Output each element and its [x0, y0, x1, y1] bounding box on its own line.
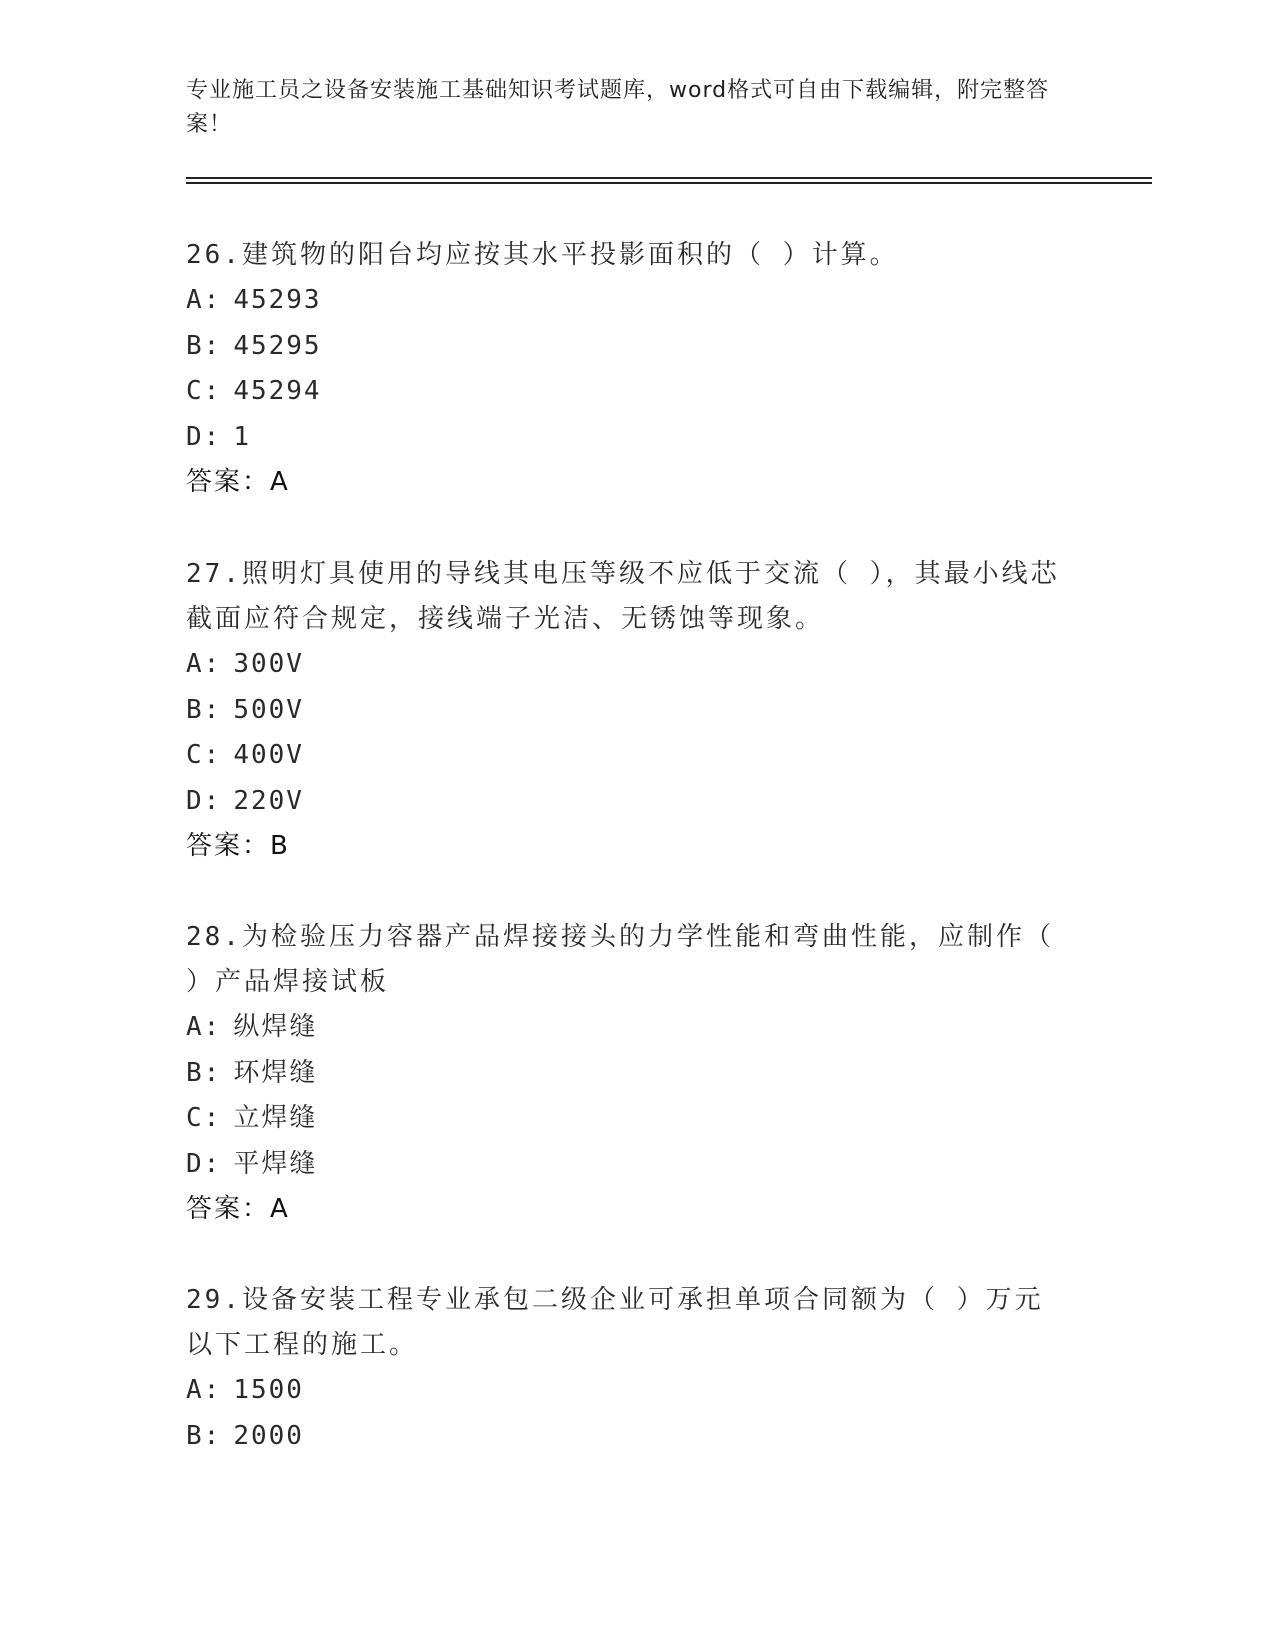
option-letter: C: [186, 1103, 204, 1133]
header-divider-bottom: [186, 182, 1152, 184]
option-d: [186, 1142, 1066, 1188]
question-29: [186, 1278, 1066, 1459]
option-a: [186, 642, 1066, 688]
option-b: [186, 688, 1066, 734]
question-text: 29.设备安装工程专业承包二级企业可承担单项合同额为（ ）万元以下工程的施工。: [186, 1285, 1044, 1360]
option-letter: B: [186, 1057, 204, 1088]
option-b: [186, 324, 1066, 370]
option-text: 400V: [233, 740, 304, 770]
option-c: [186, 1096, 1066, 1142]
option-letter: C: [186, 740, 204, 770]
option-letter: A: [186, 649, 204, 679]
question-26: [186, 233, 1066, 505]
option-letter: A: [186, 1375, 204, 1405]
question-text: 28.为检验压力容器产品焊接接头的力学性能和弯曲性能，应制作（ ）产品焊接试板: [186, 922, 1054, 997]
option-separator: :: [203, 1057, 222, 1088]
option-separator: :: [203, 649, 222, 679]
option-letter: D: [186, 785, 204, 816]
option-separator: :: [203, 694, 222, 725]
document-header: 专业施工员之设备安装施工基础知识考试题库，word格式可自由下载编辑，附完整答案！: [186, 78, 1050, 137]
option-a: [186, 278, 1066, 324]
option-a: [186, 1368, 1066, 1414]
question-text: 26.建筑物的阳台均应按其水平投影面积的（ ）计算。: [186, 240, 899, 270]
option-c: [186, 733, 1066, 779]
option-letter: B: [186, 1420, 204, 1451]
option-separator: :: [203, 1012, 222, 1042]
answer-label: 答案：B: [186, 831, 290, 861]
option-text: 纵焊缝: [233, 1012, 318, 1042]
answer-label: 答案：A: [186, 467, 290, 497]
option-d: [186, 779, 1066, 825]
option-text: 1500: [233, 1375, 304, 1405]
option-separator: :: [203, 1375, 222, 1405]
option-separator: :: [203, 1148, 222, 1179]
option-c: [186, 369, 1066, 415]
option-letter: B: [186, 330, 204, 361]
header-divider-top: [186, 177, 1152, 179]
option-d: [186, 415, 1066, 461]
option-separator: :: [203, 330, 222, 361]
option-letter: A: [186, 1012, 204, 1042]
option-letter: A: [186, 285, 204, 315]
option-separator: :: [203, 740, 222, 770]
option-text: 45293: [233, 285, 322, 315]
option-letter: D: [186, 421, 204, 452]
option-text: 环焊缝: [233, 1057, 318, 1088]
option-text: 45294: [233, 376, 322, 406]
option-text: 220V: [233, 785, 304, 816]
question-text: 27.照明灯具使用的导线其电压等级不应低于交流（ ），其最小线芯截面应符合规定，接线端子光洁、无锈蚀等现象。: [186, 559, 1060, 634]
option-separator: :: [203, 1103, 222, 1133]
option-text: 300V: [233, 649, 304, 679]
answer-label: 答案：A: [186, 1194, 290, 1224]
option-separator: :: [203, 285, 222, 315]
option-separator: :: [203, 376, 222, 406]
option-text: 2000: [233, 1420, 304, 1451]
option-text: 立焊缝: [233, 1103, 318, 1133]
option-letter: C: [186, 376, 204, 406]
option-letter: B: [186, 694, 204, 725]
question-27: [186, 552, 1066, 869]
option-separator: :: [203, 1420, 222, 1451]
option-a: [186, 1005, 1066, 1051]
option-b: [186, 1414, 1066, 1460]
option-separator: :: [203, 785, 222, 816]
option-text: 45295: [233, 330, 322, 361]
option-text: 500V: [233, 694, 304, 725]
option-text: 1: [233, 421, 251, 452]
option-separator: :: [203, 421, 222, 452]
option-text: 平焊缝: [233, 1148, 318, 1179]
option-letter: D: [186, 1148, 204, 1179]
question-28: [186, 915, 1066, 1232]
option-b: [186, 1051, 1066, 1097]
